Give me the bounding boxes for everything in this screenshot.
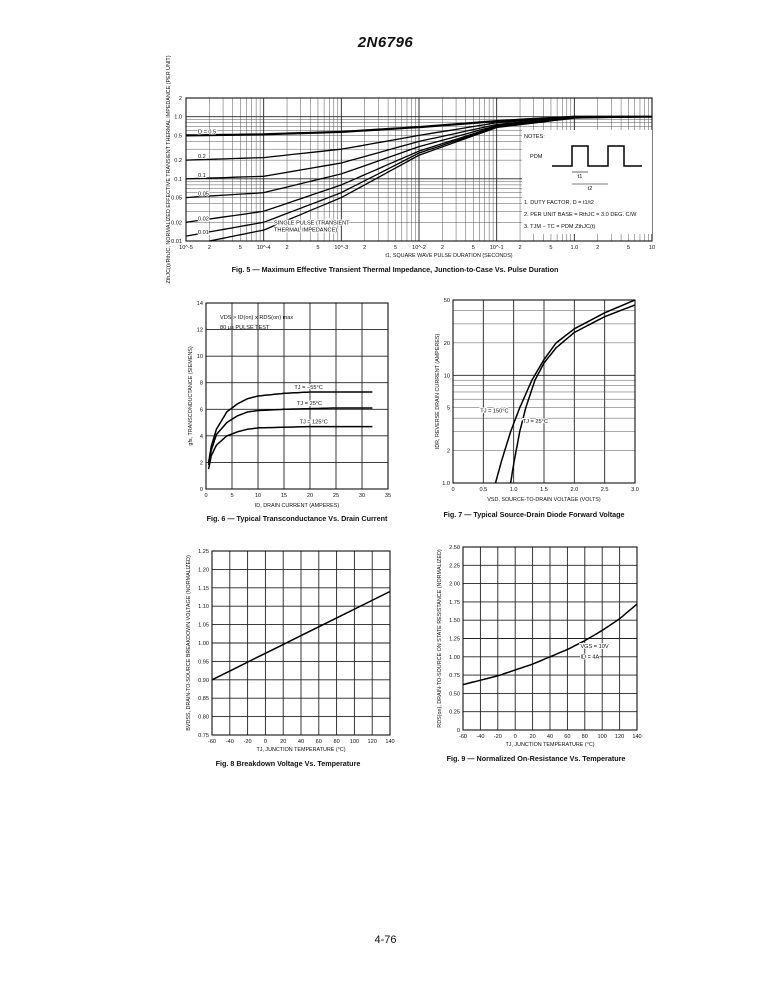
fig5-series-label: D = 0.5 xyxy=(198,129,217,136)
fig7-yaxis-label: IDR, REVERSE DRAIN CURRENT (AMPERES) xyxy=(435,333,441,450)
fig9-yaxis-label: RDS(on), DRAIN-TO-SOURCE ON STATE RESISTANCE (NORMALIZED) xyxy=(437,549,443,728)
fig5-xtick-label: 10^-3 xyxy=(334,245,349,251)
fig7-series-label: TJ = 25°C xyxy=(522,419,548,426)
fig9-xtick-label: 0 xyxy=(513,734,517,740)
fig6-xtick-label: 25 xyxy=(332,493,340,499)
fig9-ytick-label: 2.25 xyxy=(449,563,460,570)
fig9-ytick-label: 1.75 xyxy=(449,599,460,606)
fig9-ytick-label: 0.75 xyxy=(449,673,460,680)
fig7-xtick-label: 0.5 xyxy=(479,487,488,493)
fig5-notes-t2: t2 xyxy=(587,186,593,192)
fig6-xtick-label: 15 xyxy=(280,493,288,499)
fig9-xtick-label: 140 xyxy=(632,734,642,740)
fig9-ytick-label: 1.25 xyxy=(449,636,460,643)
fig5-ytick-label: 0.1 xyxy=(174,176,182,183)
fig9-ytick-label: 0 xyxy=(456,728,460,734)
fig5-xtick-label: 5 xyxy=(549,245,553,251)
fig7-ytick-label: 2 xyxy=(446,448,450,455)
fig8-caption: Fig. 8 Breakdown Voltage Vs. Temperature xyxy=(215,759,361,768)
fig9-xtick-label: 80 xyxy=(581,734,588,740)
page-number: 4-76 xyxy=(374,934,397,946)
fig9-ytick-label: 2.00 xyxy=(449,581,460,588)
fig6-condition-text: 80 μs PULSE TEST xyxy=(220,325,270,331)
fig6-ytick-label: 4 xyxy=(199,433,203,440)
fig8-xtick-label: -40 xyxy=(225,739,234,745)
fig5-series-label: 0.2 xyxy=(198,154,206,161)
fig9-xtick-label: -40 xyxy=(476,734,485,740)
fig6-ytick-label: 14 xyxy=(196,301,203,307)
fig9-xtick-label: 120 xyxy=(614,734,625,740)
fig9-xtick-label: 40 xyxy=(546,734,554,740)
fig8-xaxis-label: TJ, JUNCTION TEMPERATURE (°C) xyxy=(256,747,346,753)
fig8-ytick-label: 1.10 xyxy=(198,604,209,611)
fig5-xtick-label: 5 xyxy=(238,245,242,251)
fig5-xtick-label: 2 xyxy=(518,245,522,251)
fig5-ytick-label: 0.5 xyxy=(174,133,182,140)
fig5-xtick-label: 10^-4 xyxy=(256,245,271,251)
fig5-notes-title: NOTES: xyxy=(524,134,545,140)
fig5-ytick-label: 1.0 xyxy=(174,114,182,121)
fig5-notes-line-2: 2. PER UNIT BASE = RthJC = 3.0 DEG. C/W xyxy=(524,212,637,218)
fig8-xtick-label: 80 xyxy=(333,739,340,745)
fig5-xtick-label: 5 xyxy=(394,245,398,251)
fig7-ytick-label: 20 xyxy=(443,340,450,347)
fig5-ytick-label: 0.02 xyxy=(171,220,182,227)
fig6-xtick-label: 0 xyxy=(204,493,208,499)
fig6-series-line xyxy=(209,408,373,465)
fig5-series-label: 0.1 xyxy=(198,172,206,179)
fig5-xtick-label: 2 xyxy=(285,245,289,251)
fig8-ytick-label: 1.25 xyxy=(198,549,209,555)
fig5-ytick-label: 2 xyxy=(178,96,182,102)
fig5-xtick-label: 2 xyxy=(596,245,600,251)
fig7-series-label: TJ = 150°C xyxy=(480,408,509,415)
fig9-ytick-label: 1.00 xyxy=(449,654,460,661)
fig6-xtick-label: 5 xyxy=(230,493,234,499)
fig7-xtick-label: 2.0 xyxy=(570,487,579,493)
fig8-yaxis-label: BVDSS, DRAIN-TO-SOURCE BREAKDOWN VOLTAGE (NORMALIZED) xyxy=(186,555,192,731)
fig9-ytick-label: 0.50 xyxy=(449,691,460,698)
fig5-single-pulse-label: SINGLE PULSE (TRANSIENT xyxy=(274,220,350,227)
fig8-ytick-label: 1.15 xyxy=(198,585,209,592)
fig8-xtick-label: 140 xyxy=(385,739,395,745)
fig7-xaxis-label: VSD, SOURCE-TO-DRAIN VOLTAGE (VOLTS) xyxy=(487,497,601,503)
fig7-xtick-label: 3.0 xyxy=(631,487,639,493)
fig5-xtick-label: 10 xyxy=(648,245,656,251)
fig6-xtick-label: 35 xyxy=(384,493,392,499)
fig9-ytick-label: 1.50 xyxy=(449,618,460,625)
fig6-ytick-label: 0 xyxy=(199,487,203,493)
fig8-ytick-label: 0.90 xyxy=(198,677,209,684)
fig5-xaxis-label: t1, SQUARE WAVE PULSE DURATION (SECONDS) xyxy=(385,253,513,259)
fig7-xtick-label: 1.5 xyxy=(540,487,548,493)
fig7-xtick-label: 1.0 xyxy=(509,487,518,493)
fig5-single-pulse-label-2: THERMAL IMPEDANCE) xyxy=(274,227,338,234)
fig6-ytick-label: 8 xyxy=(199,380,203,387)
fig8-ytick-label: 1.00 xyxy=(198,641,209,647)
fig6-xaxis-label: ID, DRAIN CURRENT (AMPERES) xyxy=(254,503,340,509)
fig5-xtick-label: 10^-5 xyxy=(179,245,193,251)
fig9-condition-text: ID = 4A xyxy=(580,654,600,661)
fig8-xtick-label: 100 xyxy=(349,739,360,745)
fig6-xtick-label: 30 xyxy=(358,493,366,499)
fig6-xtick-label: 20 xyxy=(306,493,314,499)
fig5-ytick-label: 0.05 xyxy=(171,195,182,202)
fig5-yaxis-label: ZthJC(t)/RthJC, NORMALIZED EFFECTIVE TRANSIENT THERMAL IMPEDANCE (PER UNIT) xyxy=(166,55,172,284)
fig8-ytick-label: 0.75 xyxy=(198,733,209,739)
fig6-ytick-label: 12 xyxy=(196,327,203,334)
fig9-caption: Fig. 9 — Normalized On-Resistance Vs. Temperature xyxy=(446,754,626,763)
fig8-ytick-label: 1.20 xyxy=(198,567,209,574)
fig7-ytick-label: 50 xyxy=(443,298,450,304)
fig5-xtick-label: 5 xyxy=(316,245,320,251)
fig6-ytick-label: 6 xyxy=(199,407,203,414)
fig9-xtick-label: 60 xyxy=(564,734,571,740)
fig8-xtick-label: -20 xyxy=(243,739,252,745)
fig5-xtick-label: 5 xyxy=(627,245,631,251)
fig9-xtick-label: -20 xyxy=(493,734,502,740)
fig8-ytick-label: 1.05 xyxy=(198,622,209,629)
fig9-ytick-label: 2.50 xyxy=(449,545,460,551)
fig5-ytick-label: 0.01 xyxy=(171,239,182,245)
fig5-xtick-label: 2 xyxy=(363,245,367,251)
fig9-xtick-label: 100 xyxy=(597,734,607,740)
fig9-xtick-label: 20 xyxy=(529,734,536,740)
fig7-ytick-label: 1.0 xyxy=(442,481,450,487)
fig5-xtick-label: 1.0 xyxy=(570,245,579,251)
fig9-xtick-label: -60 xyxy=(458,734,468,740)
fig8-xtick-label: -60 xyxy=(207,739,217,745)
fig5-series-label: 0.05 xyxy=(198,191,209,198)
fig7-ytick-label: 10 xyxy=(443,373,450,380)
fig9-condition-text: VGS = 10V xyxy=(580,644,609,651)
fig5-notes-line-3: 3. TJM − TC = PDM ZthJC(t) xyxy=(524,224,596,230)
fig8-ytick-label: 0.95 xyxy=(198,659,209,666)
fig6-series-label: TJ = 25°C xyxy=(297,400,323,407)
fig6-series-label: TJ = −55°C xyxy=(294,385,323,392)
fig6-caption: Fig. 6 — Typical Transconductance Vs. Drain Current xyxy=(206,514,388,523)
fig6-xtick-label: 10 xyxy=(254,493,262,499)
fig8-xtick-label: 60 xyxy=(315,739,322,745)
fig5-caption: Fig. 5 — Maximum Effective Transient Thermal Impedance, Junction-to-Case Vs. Pulse Duration xyxy=(231,265,559,274)
fig5-notes-t1: t1 xyxy=(577,174,583,180)
fig8-xtick-label: 0 xyxy=(263,739,267,745)
fig7-xtick-label: 0 xyxy=(451,487,455,493)
fig8-ytick-label: 0.85 xyxy=(198,696,209,703)
fig6-series-label: TJ = 125°C xyxy=(299,419,328,426)
fig7-xtick-label: 2.5 xyxy=(600,487,609,493)
fig8-ytick-label: 0.80 xyxy=(198,714,209,721)
fig5-series-label: 0.02 xyxy=(198,216,209,223)
fig9-ytick-label: 0.25 xyxy=(449,709,460,716)
fig5-xtick-label: 10^-1 xyxy=(489,245,504,251)
fig7-ytick-label: 5 xyxy=(446,405,450,412)
fig6-condition-text: VDS > ID(on) x RDS(on) max xyxy=(220,315,294,321)
fig5-series-label: 0.01 xyxy=(198,230,209,237)
fig5-ytick-label: 0.2 xyxy=(174,158,182,165)
fig9-xaxis-label: TJ, JUNCTION TEMPERATURE (°C) xyxy=(505,742,595,748)
fig8-xtick-label: 20 xyxy=(280,739,287,745)
fig5-xtick-label: 2 xyxy=(207,245,211,251)
fig6-ytick-label: 10 xyxy=(196,354,203,361)
fig7-series-line xyxy=(496,300,636,483)
fig7-caption: Fig. 7 — Typical Source-Drain Diode Forward Voltage xyxy=(443,510,625,519)
fig5-xtick-label: 5 xyxy=(471,245,475,251)
fig5-xtick-label: 2 xyxy=(440,245,444,251)
fig8-xtick-label: 40 xyxy=(297,739,305,745)
fig7-series-line xyxy=(511,305,635,483)
fig5-notes-line-1: 1. DUTY FACTOR, D = t1/t2 xyxy=(524,200,594,206)
fig5-notes-pdm: PDM xyxy=(530,154,543,160)
fig6-yaxis-label: gfs, TRANSCONDUCTANCE (SIEMENS) xyxy=(188,346,194,446)
document-title: 2N6796 xyxy=(357,34,414,51)
fig8-xtick-label: 120 xyxy=(367,739,377,745)
fig6-ytick-label: 2 xyxy=(199,460,203,467)
fig5-xtick-label: 10^-2 xyxy=(412,245,426,251)
